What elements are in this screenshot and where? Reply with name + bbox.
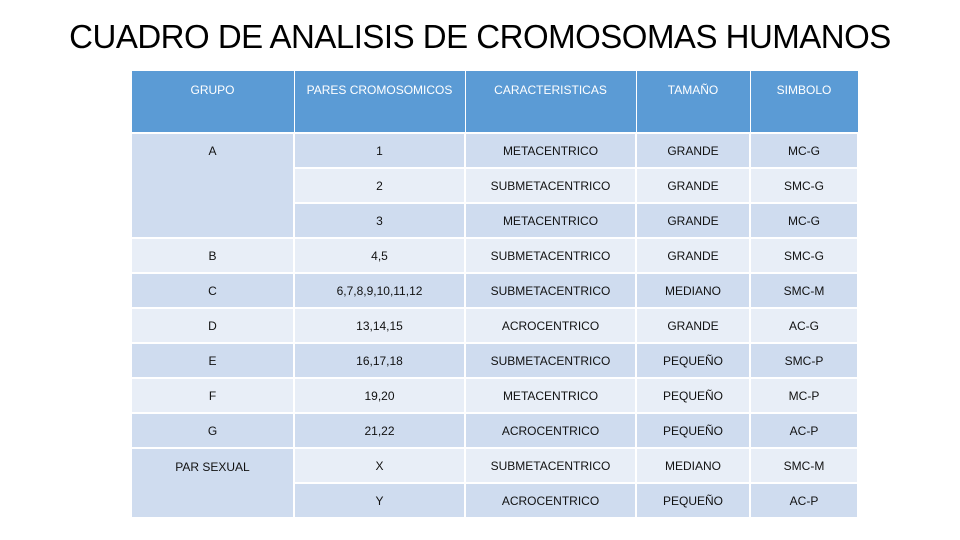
cell-tamano: PEQUEÑO: [636, 378, 750, 413]
cell-tamano: PEQUEÑO: [636, 413, 750, 448]
header-tamano: TAMAÑO: [636, 71, 750, 133]
cell-pares: X: [294, 448, 465, 483]
cell-simbolo: SMC-G: [750, 168, 858, 203]
cell-caracteristicas: SUBMETACENTRICO: [465, 238, 636, 273]
cell-grupo: C: [131, 273, 294, 308]
header-simbolo: SIMBOLO: [750, 71, 858, 133]
cell-tamano: MEDIANO: [636, 448, 750, 483]
cell-caracteristicas: SUBMETACENTRICO: [465, 343, 636, 378]
cell-pares: Y: [294, 483, 465, 518]
cell-grupo: E: [131, 343, 294, 378]
table-row: [131, 273, 858, 308]
cell-pares: 13,14,15: [294, 308, 465, 343]
cell-caracteristicas: ACROCENTRICO: [465, 308, 636, 343]
header-grupo: GRUPO: [131, 71, 294, 133]
cell-simbolo: SMC-M: [750, 448, 858, 483]
cell-tamano: GRANDE: [636, 238, 750, 273]
cell-tamano: GRANDE: [636, 168, 750, 203]
cell-tamano: GRANDE: [636, 133, 750, 168]
table-row: [131, 343, 858, 378]
cell-tamano: PEQUEÑO: [636, 483, 750, 518]
cell-simbolo: MC-P: [750, 378, 858, 413]
table-row: [131, 308, 858, 343]
cell-caracteristicas: ACROCENTRICO: [465, 413, 636, 448]
header-row: [131, 71, 858, 133]
cell-caracteristicas: METACENTRICO: [465, 203, 636, 238]
cell-grupo: F: [131, 378, 294, 413]
chromosome-table: [130, 71, 859, 519]
cell-simbolo: MC-G: [750, 133, 858, 168]
cell-simbolo: AC-G: [750, 308, 858, 343]
cell-tamano: MEDIANO: [636, 273, 750, 308]
page-title: CUADRO DE ANALISIS DE CROMOSOMAS HUMANOS: [69, 18, 891, 55]
cell-grupo: A: [131, 133, 294, 238]
cell-pares: 6,7,8,9,10,11,12: [294, 273, 465, 308]
cell-caracteristicas: METACENTRICO: [465, 133, 636, 168]
cell-pares: 19,20: [294, 378, 465, 413]
cell-simbolo: MC-G: [750, 203, 858, 238]
cell-pares: 4,5: [294, 238, 465, 273]
cell-grupo: PAR SEXUAL: [131, 448, 294, 518]
cell-simbolo: SMC-M: [750, 273, 858, 308]
cell-pares: 16,17,18: [294, 343, 465, 378]
cell-pares: 3: [294, 203, 465, 238]
cell-caracteristicas: SUBMETACENTRICO: [465, 273, 636, 308]
table-row: [131, 133, 858, 168]
cell-caracteristicas: ACROCENTRICO: [465, 483, 636, 518]
cell-caracteristicas: SUBMETACENTRICO: [465, 448, 636, 483]
cell-pares: 2: [294, 168, 465, 203]
cell-tamano: PEQUEÑO: [636, 343, 750, 378]
table-row: [131, 448, 858, 483]
table-row: [131, 238, 858, 273]
cell-grupo: G: [131, 413, 294, 448]
header-caracteristicas: CARACTERISTICAS: [465, 71, 636, 133]
header-pares: PARES CROMOSOMICOS: [294, 71, 465, 133]
cell-caracteristicas: METACENTRICO: [465, 378, 636, 413]
cell-tamano: GRANDE: [636, 308, 750, 343]
table-row: [131, 413, 858, 448]
cell-simbolo: AC-P: [750, 483, 858, 518]
cell-caracteristicas: SUBMETACENTRICO: [465, 168, 636, 203]
cell-grupo: B: [131, 238, 294, 273]
cell-pares: 21,22: [294, 413, 465, 448]
cell-pares: 1: [294, 133, 465, 168]
cell-simbolo: SMC-G: [750, 238, 858, 273]
cell-tamano: GRANDE: [636, 203, 750, 238]
cell-grupo: D: [131, 308, 294, 343]
table-row: [131, 378, 858, 413]
cell-simbolo: SMC-P: [750, 343, 858, 378]
cell-simbolo: AC-P: [750, 413, 858, 448]
